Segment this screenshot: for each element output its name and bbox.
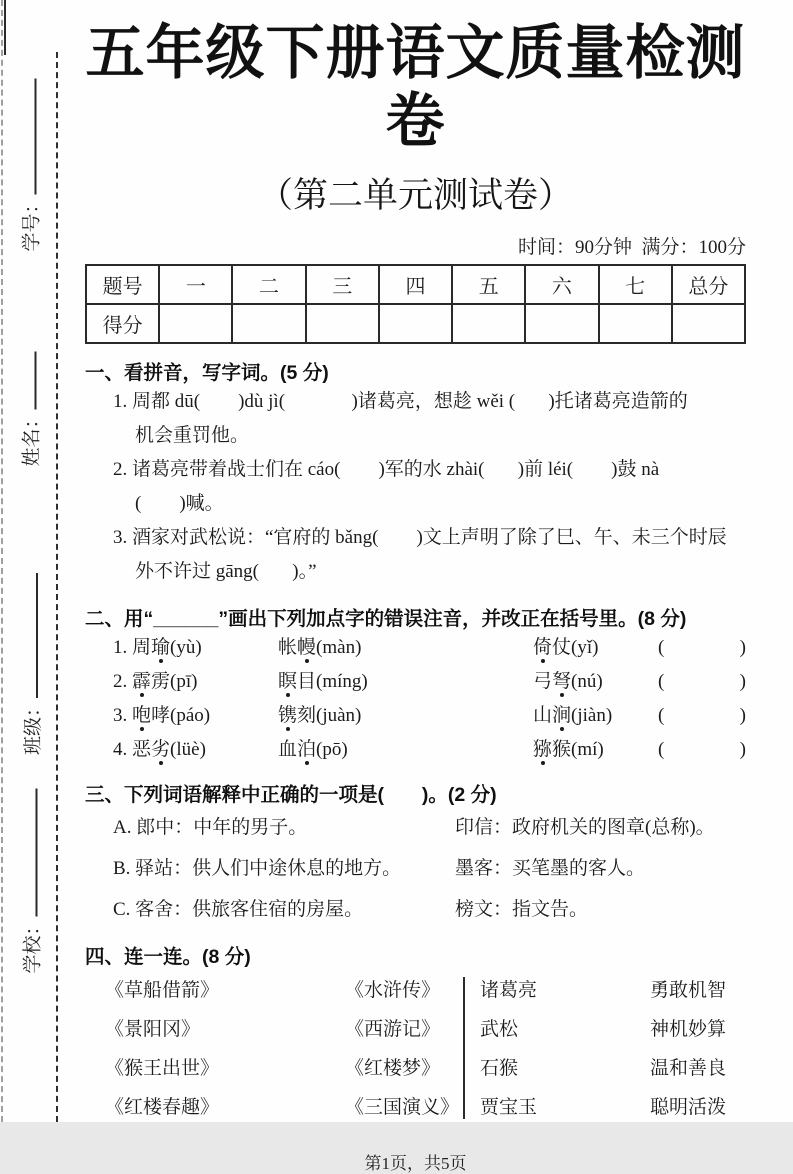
- character-name: 武松: [480, 1018, 519, 1040]
- character-name: 诸葛亮: [480, 979, 538, 1001]
- book-title: 《红楼春趣》: [105, 1096, 220, 1118]
- paren-close: ): [739, 670, 746, 692]
- word-pinyin: 刻(juàn): [297, 704, 362, 726]
- trait-label: 神机妙算: [650, 1018, 727, 1040]
- score-table-score-row: [86, 304, 745, 343]
- class-blank: [24, 573, 38, 698]
- dotted-char: 猕: [533, 738, 553, 760]
- exam-meta: 时间：90分钟 满分：100分: [517, 236, 746, 258]
- score-header-cell: 五: [452, 265, 525, 304]
- word-pinyin: 仗(yǐ): [552, 636, 599, 658]
- section2-row4: [85, 733, 746, 767]
- word-entry: [278, 631, 533, 665]
- word-entry: [113, 631, 278, 665]
- score-header-cell: 六: [525, 265, 598, 304]
- dotted-char: 倚: [533, 636, 553, 658]
- matching-row: [85, 1010, 746, 1049]
- section1-item2-line1: 2. 诸葛亮带着战士们在 cáo( )军的水 zhài( )前 léi( )鼓 nà: [113, 458, 660, 480]
- word-entry: [278, 699, 533, 733]
- dotted-char: 镌: [278, 704, 298, 726]
- option-left: C. 客舍：供旅客住宿的房屋。: [113, 898, 364, 920]
- exam-content: [85, 0, 746, 1174]
- dotted-char: 幔: [297, 636, 317, 658]
- school-label: 学校：: [22, 916, 43, 974]
- book-title: 《草船借箭》: [105, 979, 220, 1001]
- dotted-char: 泊: [297, 738, 317, 760]
- word-entry: [113, 699, 278, 733]
- dotted-char: 劣: [151, 738, 171, 760]
- item-number: 3.: [113, 704, 132, 726]
- margin-field-name: [18, 352, 42, 467]
- page-number: 第1页，共5页: [364, 1153, 467, 1173]
- name-blank: [23, 352, 37, 410]
- word-pinyin: 哮(páo): [151, 704, 211, 726]
- dotted-char: 咆: [132, 704, 152, 726]
- word-text: 山: [533, 704, 553, 726]
- score-header-cell: 题号: [86, 265, 159, 304]
- matching-row: [85, 1088, 746, 1127]
- section1-item2-line2: ( )喊。: [135, 492, 224, 514]
- character-name: 石猴: [480, 1057, 519, 1079]
- word-text: 恶: [132, 738, 152, 760]
- word-pinyin: 雳(pī): [151, 670, 198, 692]
- paren-close: ): [739, 738, 746, 760]
- trait-label: 温和善良: [650, 1057, 727, 1079]
- word-text: 帐: [278, 636, 298, 658]
- section1-item3-line2: 外不许过 gāng( )。”: [135, 560, 317, 582]
- student-id-blank: [23, 79, 37, 195]
- score-cell: [525, 304, 598, 343]
- answer-parentheses: [658, 631, 746, 665]
- cut-dashed-line: [56, 52, 58, 1122]
- book-title: 《猴王出世》: [105, 1057, 220, 1079]
- paren-close: ): [739, 636, 746, 658]
- answer-parentheses: [658, 733, 746, 767]
- section2-row2: [85, 665, 746, 699]
- score-header-cell: 四: [379, 265, 452, 304]
- option-left: B. 驿站：供人们中途休息的地方。: [113, 857, 402, 879]
- word-pinyin: (nú): [571, 670, 603, 692]
- margin-field-student-id: [18, 79, 42, 252]
- word-entry: [533, 665, 658, 699]
- item-number: 1.: [113, 636, 132, 658]
- word-entry: [533, 733, 658, 767]
- section1-item3-line1: 3. 酒家对武松说：“官府的 bǎng( )文上声明了除了巳、午、未三个时辰: [113, 526, 727, 548]
- word-text: 周: [132, 636, 152, 658]
- margin-field-school: [19, 789, 43, 974]
- trait-label: 聪明活泼: [650, 1096, 727, 1118]
- score-header-cell: 七: [599, 265, 672, 304]
- class-label: 班级：: [22, 697, 44, 755]
- trait-label: 勇敢机智: [650, 979, 727, 1001]
- option-right: 榜文：指文告。: [455, 898, 589, 920]
- paren-close: ): [739, 704, 746, 726]
- dotted-char: 瞑: [278, 670, 298, 692]
- item-number: 4.: [113, 738, 132, 760]
- section3-option-b: [85, 848, 746, 889]
- score-cell: [672, 304, 745, 343]
- section4-matching: [85, 971, 746, 1127]
- word-pinyin: 目(míng): [297, 670, 368, 692]
- dotted-char: 霹: [132, 670, 152, 692]
- paren-open: (: [658, 670, 665, 692]
- score-header-cell: 三: [306, 265, 379, 304]
- matching-divider-line: [463, 977, 465, 1119]
- section2-row3: [85, 699, 746, 733]
- dotted-char: 涧: [552, 704, 572, 726]
- section1-item1-line2: 机会重罚他。: [135, 424, 250, 446]
- word-entry: [533, 631, 658, 665]
- book-title: 《水浒传》: [345, 979, 441, 1001]
- word-pinyin: (màn): [316, 636, 362, 658]
- option-left: A. 郎中：中年的男子。: [113, 816, 308, 838]
- book-title: 《三国演义》: [345, 1096, 460, 1118]
- section3-heading: 三、下列词语解释中正确的一项是( )。(2 分): [85, 783, 497, 806]
- paren-open: (: [658, 704, 665, 726]
- character-name: 贾宝玉: [480, 1096, 538, 1118]
- word-text: 弓: [533, 670, 553, 692]
- matching-row: [85, 971, 746, 1010]
- word-entry: [278, 733, 533, 767]
- score-cell: [379, 304, 452, 343]
- word-text: 血: [278, 738, 298, 760]
- word-entry: [533, 699, 658, 733]
- item-number: 2.: [113, 670, 132, 692]
- word-pinyin: (jiàn): [571, 704, 613, 726]
- book-title: 《红楼梦》: [345, 1057, 441, 1079]
- section1-heading: 一、看拼音，写字词。(5 分): [85, 361, 329, 384]
- section3-option-c: [85, 889, 746, 930]
- name-label: 姓名：: [21, 409, 42, 467]
- scan-edge-line: [1, 0, 3, 1122]
- word-pinyin: (lüè): [170, 738, 206, 760]
- score-cell: [232, 304, 305, 343]
- section2-heading: 二、用“______”画出下列加点字的错误注音，并改正在括号里。(8 分): [85, 607, 687, 630]
- score-header-cell: 二: [232, 265, 305, 304]
- student-id-label: 学号：: [21, 194, 42, 252]
- school-blank: [24, 789, 38, 917]
- score-table-header-row: [86, 265, 745, 304]
- answer-parentheses: [658, 665, 746, 699]
- book-title: 《西游记》: [345, 1018, 441, 1040]
- word-entry: [278, 665, 533, 699]
- score-header-cell: 总分: [672, 265, 745, 304]
- option-right: 墨客：买笔墨的客人。: [455, 857, 646, 879]
- dotted-char: 弩: [552, 670, 572, 692]
- word-pinyin: (yù): [170, 636, 202, 658]
- word-entry: [113, 733, 278, 767]
- page-subtitle: （第二单元测试卷）: [257, 175, 573, 215]
- page-title: 五年级下册语文质量检测卷: [85, 20, 746, 154]
- section3-option-a: [85, 807, 746, 848]
- paren-open: (: [658, 636, 665, 658]
- word-pinyin: 猴(mí): [552, 738, 604, 760]
- book-title: 《景阳冈》: [105, 1018, 201, 1040]
- dotted-char: 瑜: [151, 636, 171, 658]
- word-pinyin: (pō): [316, 738, 348, 760]
- scan-edge-tick: [4, 0, 6, 55]
- score-header-cell: 一: [159, 265, 232, 304]
- margin-field-class: [19, 573, 43, 755]
- option-right: 印信：政府机关的图章(总称)。: [455, 816, 715, 838]
- score-row-label: 得分: [86, 304, 159, 343]
- score-cell: [599, 304, 672, 343]
- paren-open: (: [658, 738, 665, 760]
- section4-heading: 四、连一连。(8 分): [85, 945, 251, 968]
- section2-row1: [85, 631, 746, 665]
- score-cell: [159, 304, 232, 343]
- section1-item1-line1: 1. 周都 dū( )dù jì( )诸葛亮，想趁 wěi ( )托诸葛亮造箭的: [113, 390, 688, 412]
- matching-row: [85, 1049, 746, 1088]
- score-cell: [452, 304, 525, 343]
- word-entry: [113, 665, 278, 699]
- answer-parentheses: [658, 699, 746, 733]
- score-cell: [306, 304, 379, 343]
- score-table: [85, 264, 746, 344]
